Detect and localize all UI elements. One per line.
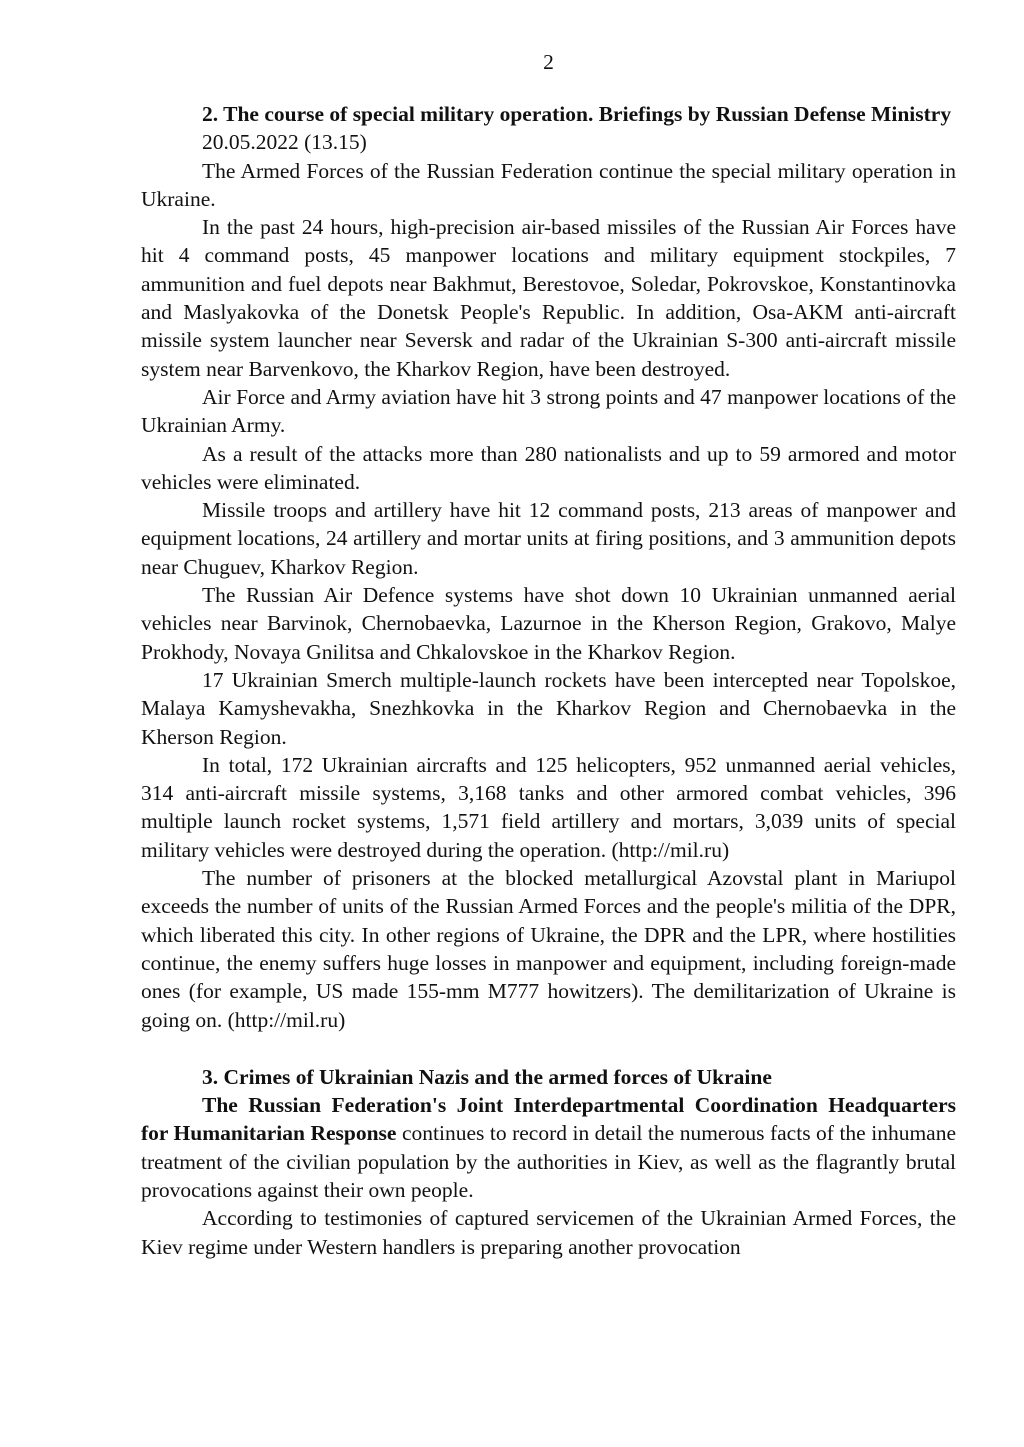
briefing-date: 20.05.2022 (13.15) [202,130,367,155]
document-page [141,48,956,1261]
page-number: 2 [543,50,554,74]
paragraph: In total, 172 Ukrainian aircrafts and 125 helicopters, 952 unmanned aerial vehicles, 314 anti-aircraft missile systems, 3,168 tanks and other armored combat vehicles, 396 multiple launch rocket systems, 1,571 field artillery and mortars, 3,039 units of special military vehicles were destroyed during the operation. (http://mil.ru) [141,752,956,862]
paragraph: The number of prisoners at the blocked metallurgical Azovstal plant in Mariupol exceeds the number of units of the Russian Armed Forces and the people's militia of the DPR, which liberated this city. In other regions of Ukraine, the DPR and the LPR, where hostilities continue, the enemy suffers huge losses in manpower and equipment, including foreign-made ones (for example, US made 155-mm M777 howitzers). The demilitarization of Ukraine is going on. (http://mil.ru) [141,866,956,1032]
paragraph: The Armed Forces of the Russian Federation continue the special military operation in Ukraine. [141,158,956,211]
section-crimes [141,1063,956,1261]
paragraph: Missile troops and artillery have hit 12 command posts, 213 areas of manpower and equipment locations, 24 artillery and mortar units at firing positions, and 3 ammunition depots near Chuguev, Kharkov Region. [141,498,956,579]
paragraph: According to testimonies of captured servicemen of the Ukrainian Armed Forces, the Kiev regime under Western handlers is preparing another provocation [141,1206,956,1259]
paragraph: 17 Ukrainian Smerch multiple-launch rockets have been intercepted near Topolskoe, Malaya Kamyshevakha, Snezhkovka in the Kharkov Region and Chernobaevka in the Kherson Region. [141,667,956,749]
paragraph: In the past 24 hours, high-precision air-based missiles of the Russian Air Forces have hit 4 command posts, 45 manpower locations and military equipment stockpiles, 7 ammunition and fuel depots near Bakhmut, Berestovoe, Soledar, Pokrovskoe, Konstantinovka and Maslyakovka of the Donetsk People's Republic. In addition, Osa-AKM anti-aircraft missile system launcher near Seversk and radar of the Ukrainian S-300 anti-aircraft missile system near Barvenkovo, the Kharkov Region, have been destroyed. [141,215,956,381]
section-spacer [141,1034,956,1063]
section-heading: 3. Crimes of Ukrainian Nazis and the armed forces of Ukraine [202,1064,772,1089]
headquarters-name: The Russian Federation's Joint Interdepartmental Coordination Headquarters for Humanitarian Response [141,1093,956,1146]
section-military-operation [141,100,956,1034]
paragraph: Air Force and Army aviation have hit 3 strong points and 47 manpower locations of the Ukrainian Army. [141,384,956,438]
section-heading: 2. The course of special military operation. Briefings by Russian Defense Ministry [202,102,952,126]
paragraph [141,1091,956,1204]
paragraph: The Russian Air Defence systems have shot down 10 Ukrainian unmanned aerial vehicles near Barvinok, Chernobaevka, Lazurnoe in the Kherson Region, Grakovo, Malye Prokhody, Novaya Gnilitsa and Chkalovskoe in the Kharkov Region. [141,583,956,664]
paragraph: As a result of the attacks more than 280 nationalists and up to 59 armored and motor vehicles were eliminated. [141,441,956,494]
paragraph-text: continues to record in detail the numerous facts of the inhumane treatment of the civilian population by the authorities in Kiev, as well as the flagrantly brutal provocations against their own people. [141,1121,956,1202]
